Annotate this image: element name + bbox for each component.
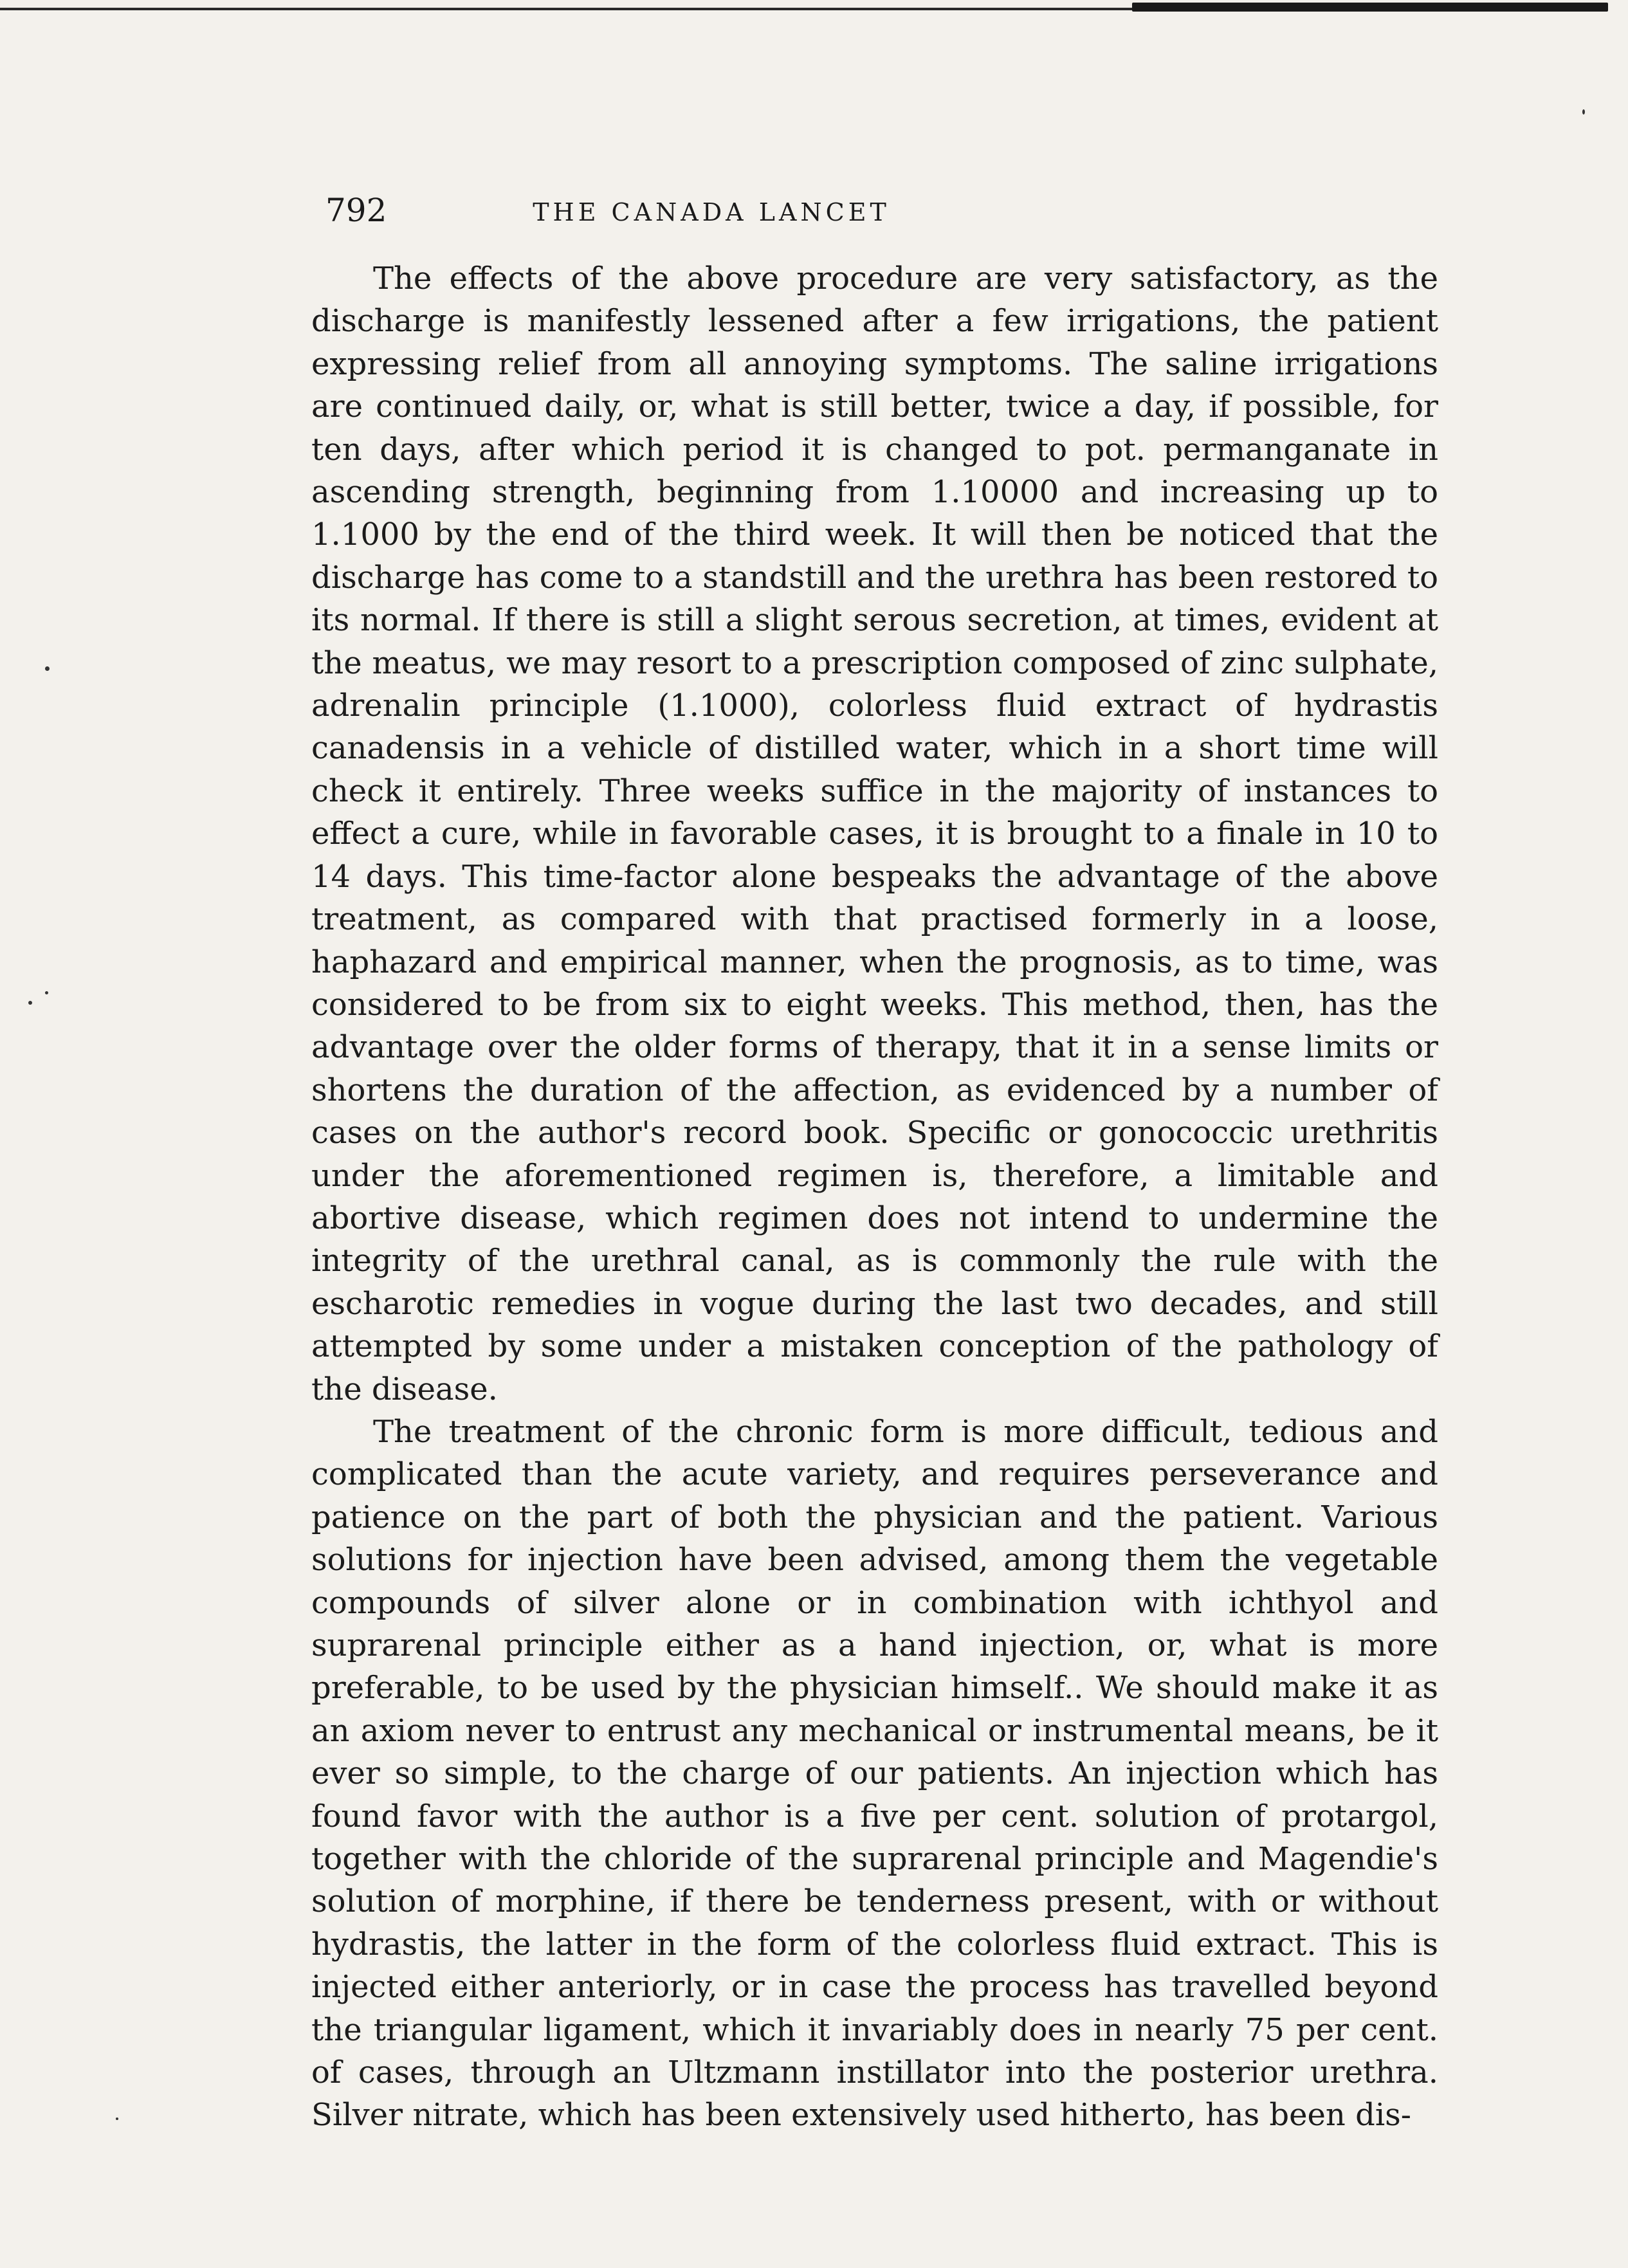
- top-rule-thick: [1132, 3, 1608, 12]
- page-number: 792: [325, 192, 387, 229]
- paragraph-chronic-treatment: The treatment of the chronic form is more difficult, tedious and complicated than the acute variety, and requires perseverance and patience on the part of both the physician and the patient. Various solutions for injection have been advised, among them the vegetable compounds of silver alone or in combination with ichthyol and suprarenal principle either as a hand injection, or, what is more preferable, to be used by the physician himself.. We should make it as an axiom never to entrust any mechanical or instrumental means, be it ever so simple, to the charge of our patients. An injection which has found favor with the author is a five per cent. solution of protargol, together with the chloride of the suprarenal principle and Magendie's solution of morphine, if there be tenderness present, with or without hydrastis, the latter in the form of the colorless fluid extract. This is injected either anteriorly, or in case the process has travelled beyond the triangular ligament, which it invariably does in nearly 75 per cent. of cases, through an Ultzmann instillator into the posterior urethra. Silver nitrate, which has been extensively used hitherto, has been dis-: [311, 1413, 1438, 2134]
- page-header: [325, 188, 1097, 246]
- margin-speck: [45, 991, 48, 994]
- margin-speck: [116, 2117, 118, 2120]
- body-text: [311, 257, 1438, 2137]
- running-title: THE CANADA LANCET: [533, 198, 890, 226]
- top-scan-rule: [0, 0, 1628, 15]
- margin-speck: [45, 666, 50, 671]
- margin-speck: [1582, 109, 1585, 114]
- margin-speck: [28, 1001, 32, 1005]
- paragraph-acute-treatment: The effects of the above procedure are very satisfactory, as the discharge is manifestly lessened after a few irrigations, the patient expressing relief from all annoying symptoms. The saline irrigations are continued daily, or, what is still better, twice a day, if possible, for ten days, after which period it is changed to pot. permanganate in ascending strength, beginning from 1.10000 and increasing up to 1.1000 by the end of the third week. It will then be noticed that the discharge has come to a standstill and the urethra has been restored to its normal. If there is still a slight serous secretion, at times, evident at the meatus, we may resort to a prescription composed of zinc sulphate, adrenalin principle (1.1000), colorless fluid extract of hydrastis canadensis in a vehicle of distilled water, which in a short time will check it entirely. Three weeks suffice in the majority of instances to effect a cure, while in favorable cases, it is brought to a finale in 10 to 14 days. This time-factor alone bespeaks the advantage of the above treatment, as compared with that practised formerly in a loose, haphazard and empirical manner, when the prognosis, as to time, was considered to be from six to eight weeks. This method, then, has the advantage over the older forms of therapy, that it in a sense limits or shortens the duration of the affection, as evidenced by a number of cases on the author's record book. Specific or gonococcic urethritis under the aforementioned regimen is, therefore, a limitable and abortive disease, which regimen does not intend to undermine the integrity of the urethral canal, as is commonly the rule with the escharotic remedies in vogue during the last two decades, and still attempted by some under a mistaken conception of the pathology of the disease.: [311, 261, 1438, 1407]
